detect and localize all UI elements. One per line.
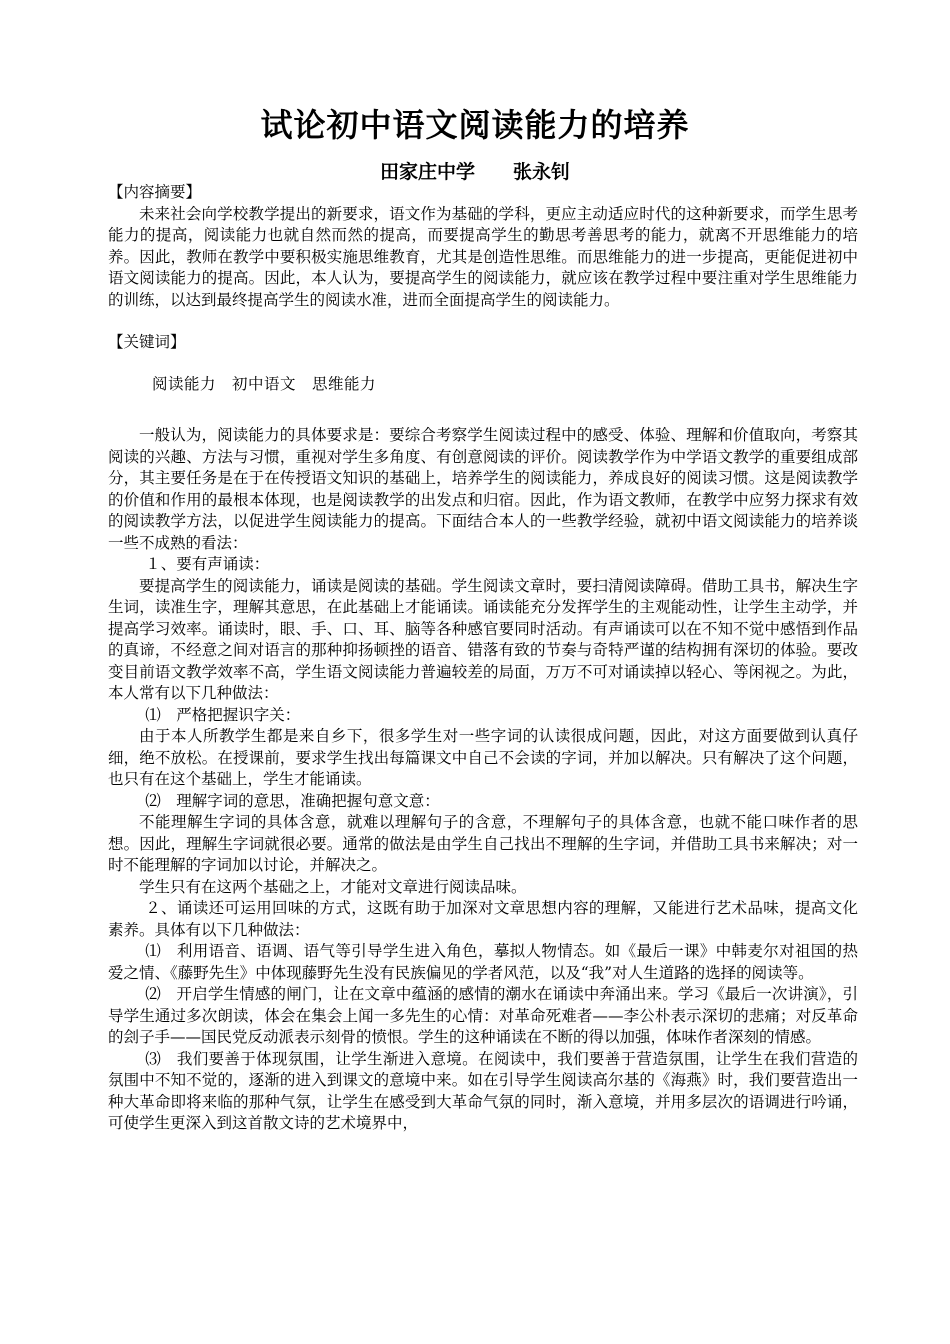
- section-1-text: 要提高学生的阅读能力，诵读是阅读的基础。学生阅读文章时，要扫清阅读障碍。借助工具书，解决生字生词，读准生字，理解其意思，在此基础上才能诵读。诵读能充分发挥学生的主观能动性，让学生主动学，并提高学习效率。诵读时，眼、手、口、耳、脑等各种感官要同时活动。有声诵读可以在不知不觉中感悟到作品的真谛，不经意之间对语言的那种抑扬顿挫的语音、错落有致的节奏与奇特严谨的结构拥有深切的体验。要改变目前语文教学效率不高，学生语文阅读能力普遍较差的局面，万万不可对诵读掉以轻心、等闲视之。为此，本人常有以下几种做法：: [108, 576, 858, 702]
- section-1-summary: 学生只有在这两个基础之上，才能对文章进行阅读品味。: [139, 877, 527, 896]
- section-1-point-1-text: 由于本人所教学生都是来自乡下，很多学生对一些字词的认读很成问题，因此，对这方面要做到认真仔细，绝不放松。在授课前，要求学生找出每篇课文中自己不会读的字词，并加以解决。只有解决了这个问题，也只有在这个基础上，学生才能诵读。: [108, 727, 858, 788]
- document-title: 试论初中语文阅读能力的培养: [260, 106, 690, 144]
- section-1-point-2-text: 不能理解生字词的具体含意，就难以理解句子的含意，不理解句子的具体含意，也就不能口味作者的思想。因此，理解生字词就很必要。通常的做法是由学生自己找出不理解的生字词，并借助工具书来解决；对一时不能理解的字词加以讨论，并解决之。: [108, 813, 858, 874]
- abstract-text: 未来社会向学校教学提出的新要求，语文作为基础的学科，更应主动适应时代的这种新要求，而学生思考能力的提高，阅读能力也就自然而然的提高，而要提高学生的勤思考善思考的能力，就离不开思维能力的培养。因此，教师在教学中要积极实施思维教育，尤其是创造性思维。而思维能力的进一步提高，更能促进初中语文阅读能力的提高。因此，本人认为，要提高学生的阅读能力，就应该在教学过程中要注重对学生思维能力的训练，以达到最终提高学生的阅读水准，进而全面提高学生的阅读能力。: [108, 204, 858, 309]
- section-1-heading: １、要有声诵读：: [145, 555, 270, 573]
- keywords-text: 阅读能力 初中语文 思维能力: [152, 374, 377, 393]
- document-body: [108, 182, 858, 1135]
- section-2-heading: ２、诵读还可运用回味的方式，这既有助于加深对文章思想内容的理解，又能进行艺术品味，提高文化素养。具体有以下几种做法：: [108, 899, 858, 939]
- section-2-point-1: ⑴ 利用语音、语调、语气等引导学生进入角色，摹拟人物情态。如《最后一课》中韩麦尔对祖国的热爱之情、《藤野先生》中体现藤野先生没有民族偏见的学者风范，以及“我”对人生道路的选择的阅读等。: [108, 942, 858, 982]
- section-1-point-1-heading: ⑴ 严格把握识字关：: [145, 705, 301, 724]
- abstract-heading: 【内容摘要】: [108, 183, 202, 201]
- keywords-heading: 【关键词】: [108, 333, 186, 351]
- author-school: 田家庄中学: [379, 161, 475, 183]
- author-line: [0, 160, 950, 184]
- intro-paragraph: 一般认为，阅读能力的具体要求是：要综合考察学生阅读过程中的感受、体验、理解和价值取向，考察其阅读的兴趣、方法与习惯，重视对学生多角度、有创意阅读的评价。阅读教学作为中学语文教学的重要组成部分，其主要任务是在于在传授语文知识的基础上，培养学生的阅读能力，养成良好的阅读习惯。这是阅读教学的价值和作用的最根本体现，也是阅读教学的出发点和归宿。因此，作为语文教师，在教学中应努力探求有效的阅读教学方法，以促进学生阅读能力的提高。下面结合本人的一些教学经验，就初中语文阅读能力的培养谈一些不成熟的看法：: [108, 426, 858, 552]
- section-2-point-2: ⑵ 开启学生情感的闸门，让在文章中蕴涵的感情的潮水在诵读中奔涌出来。学习《最后一次讲演》，引导学生通过多次朗读，体会在集会上闻一多先生的心情：对革命死难者——李公朴表示深切的悲痛；对反革命的刽子手——国民党反动派表示刻骨的愤恨。学生的这种诵读在不断的得以加强，体味作者深刻的情感。: [108, 985, 858, 1046]
- section-2-point-3: ⑶ 我们要善于体现氛围，让学生渐进入意境。在阅读中，我们要善于营造氛围，让学生在我们营造的氛围中不知不觉的，逐渐的进入到课文的意境中来。如在引导学生阅读高尔基的《海燕》时，我们要营造出一种大革命即将来临的那种气氛，让学生在感受到大革命气氛的同时，渐入意境，并用多层次的语调进行吟诵，可使学生更深入到这首散文诗的艺术境界中，: [108, 1049, 858, 1132]
- author-name: 张永钊: [513, 161, 571, 183]
- section-1-point-2-heading: ⑵ 理解字词的意思，准确把握句意文意：: [145, 791, 440, 810]
